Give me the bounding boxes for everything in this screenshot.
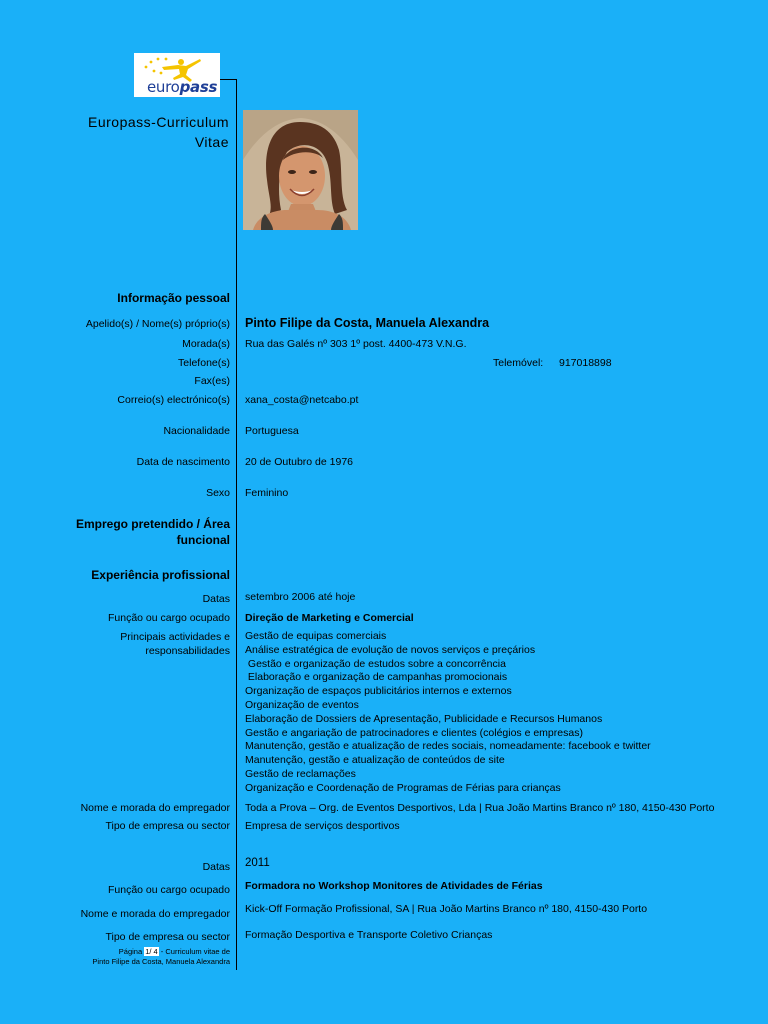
europass-logo	[134, 53, 220, 97]
activities-list	[245, 630, 651, 796]
employer-label: Nome e morada do empregador	[80, 802, 230, 814]
sex-label: Sexo	[206, 487, 230, 499]
job-role: Formadora no Workshop Monitores de Atividades de Férias	[245, 880, 543, 892]
dates-label: Datas	[202, 593, 230, 605]
column-divider	[236, 80, 237, 970]
dates-label: Datas	[202, 861, 230, 873]
list-item: Manutenção, gestão e atualização de redes sociais, nomeadamente: facebook e twitter	[245, 740, 651, 753]
page-number: 1/ 4	[145, 947, 158, 956]
phone-label: Telefone(s)	[178, 357, 230, 369]
birth-date-label: Data de nascimento	[136, 456, 230, 468]
job-role: Direção de Marketing e Comercial	[245, 612, 414, 624]
email-label: Correio(s) electrónico(s)	[117, 394, 230, 406]
employer-value: Toda a Prova – Org. de Eventos Desportivos, Lda | Rua João Martins Branco nº 180, 4150-430 Porto	[245, 802, 715, 814]
list-item: Organização de eventos	[245, 698, 359, 711]
list-item: Manutenção, gestão e atualização de conteúdos de site	[245, 754, 505, 767]
job-dates: 2011	[245, 857, 270, 869]
list-item: Gestão e angariação de patrocinadores e clientes (colégios e empresas)	[245, 726, 583, 739]
list-item: Gestão e organização de estudos sobre a concorrência	[245, 657, 506, 670]
list-item: Elaboração e organização de campanhas promocionais	[245, 671, 508, 684]
employer-value: Kick-Off Formação Profissional, SA | Rua João Martins Branco nº 180, 4150-430 Porto	[245, 903, 648, 915]
header-rule	[220, 79, 237, 80]
section-professional-experience: Experiência profissional	[91, 568, 230, 582]
role-label: Função ou cargo ocupado	[107, 884, 230, 896]
list-item: Organização e Coordenação de Programas de Férias para crianças	[245, 781, 561, 794]
list-item: Elaboração de Dossiers de Apresentação, Publicidade e Recursos Humanos	[245, 712, 603, 725]
list-item: Gestão de reclamações	[245, 767, 356, 780]
list-item: Gestão de equipas comerciais	[245, 630, 387, 642]
list-item: Análise estratégica de evolução de novos serviços e preçários	[245, 643, 536, 656]
sector-value: Formação Desportiva e Transporte Coletivo Crianças	[245, 929, 493, 941]
fax-label: Fax(es)	[194, 375, 230, 387]
sector-label: Tipo de empresa ou sector	[105, 820, 230, 832]
section-desired-job: Emprego pretendido / Área funcional	[75, 517, 230, 547]
sector-label: Tipo de empresa ou sector	[105, 931, 230, 943]
full-name: Pinto Filipe da Costa, Manuela Alexandra	[245, 316, 490, 330]
birth-date-value: 20 de Outubro de 1976	[245, 456, 354, 468]
document-title: Europass-Curriculum Vitae	[88, 114, 229, 150]
address-value: Rua das Galés nº 303 1º post. 4400-473 V.N.G.	[245, 338, 467, 350]
employer-label: Nome e morada do empregador	[80, 908, 230, 920]
section-personal-information: Informação pessoal	[117, 291, 230, 305]
sector-value: Empresa de serviços desportivos	[245, 820, 400, 832]
name-label: Apelido(s) / Nome(s) próprio(s)	[85, 318, 230, 330]
email-value: xana_costa@netcabo.pt	[245, 394, 359, 406]
address-label: Morada(s)	[182, 338, 230, 350]
role-label: Função ou cargo ocupado	[107, 612, 230, 624]
profile-photo	[243, 110, 358, 230]
job-dates: setembro 2006 até hoje	[245, 591, 356, 603]
list-item: Organização de espaços publicitários internos e externos	[245, 685, 512, 698]
nationality-value: Portuguesa	[245, 425, 299, 437]
activities-label: Principais actividades e responsabilidades	[120, 631, 230, 657]
page-footer: Página 1/ 4 - Curriculum vitae de Pinto Filipe da Costa, Manuela Alexandra	[92, 947, 230, 966]
nationality-label: Nacionalidade	[163, 425, 230, 437]
sex-value: Feminino	[245, 487, 289, 499]
europass-wordmark: europass	[147, 78, 218, 96]
mobile-label: Telemóvel:	[493, 357, 544, 369]
mobile-value: 917018898	[559, 357, 612, 369]
